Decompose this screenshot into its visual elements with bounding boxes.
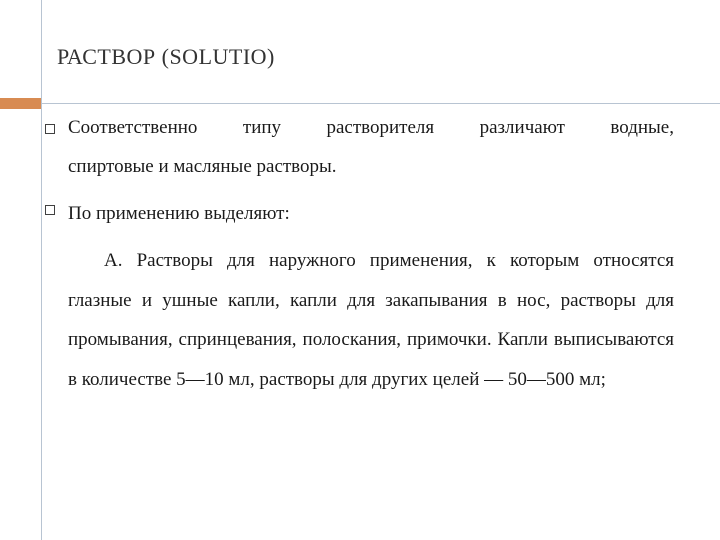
bullet-text-1-line1: Соответственно типу растворителя различают водные, <box>68 117 674 138</box>
bullet-text-1-line2: спиртовые и масляные растворы. <box>68 156 337 177</box>
accent-bar <box>0 98 41 109</box>
slide-title: РАСТВОР (SOLUTIO) <box>57 44 275 69</box>
body-paragraph: А. Растворы для наружного применения, к которым относятся глазные и ушные капли, капли для закапывания в нос, растворы для промывания, спринцевания, полоскания, примочки. Капли выписываются в количестве 5—10 мл, растворы для других целей — 50—500 мл; <box>68 250 674 390</box>
square-bullet-icon <box>45 205 55 215</box>
vertical-rule <box>41 0 42 540</box>
bullet-text-2: По применению выделяют: <box>68 203 290 224</box>
bullet-text-1 <box>68 108 674 186</box>
square-bullet-icon <box>45 124 55 134</box>
horizontal-rule <box>41 103 720 104</box>
